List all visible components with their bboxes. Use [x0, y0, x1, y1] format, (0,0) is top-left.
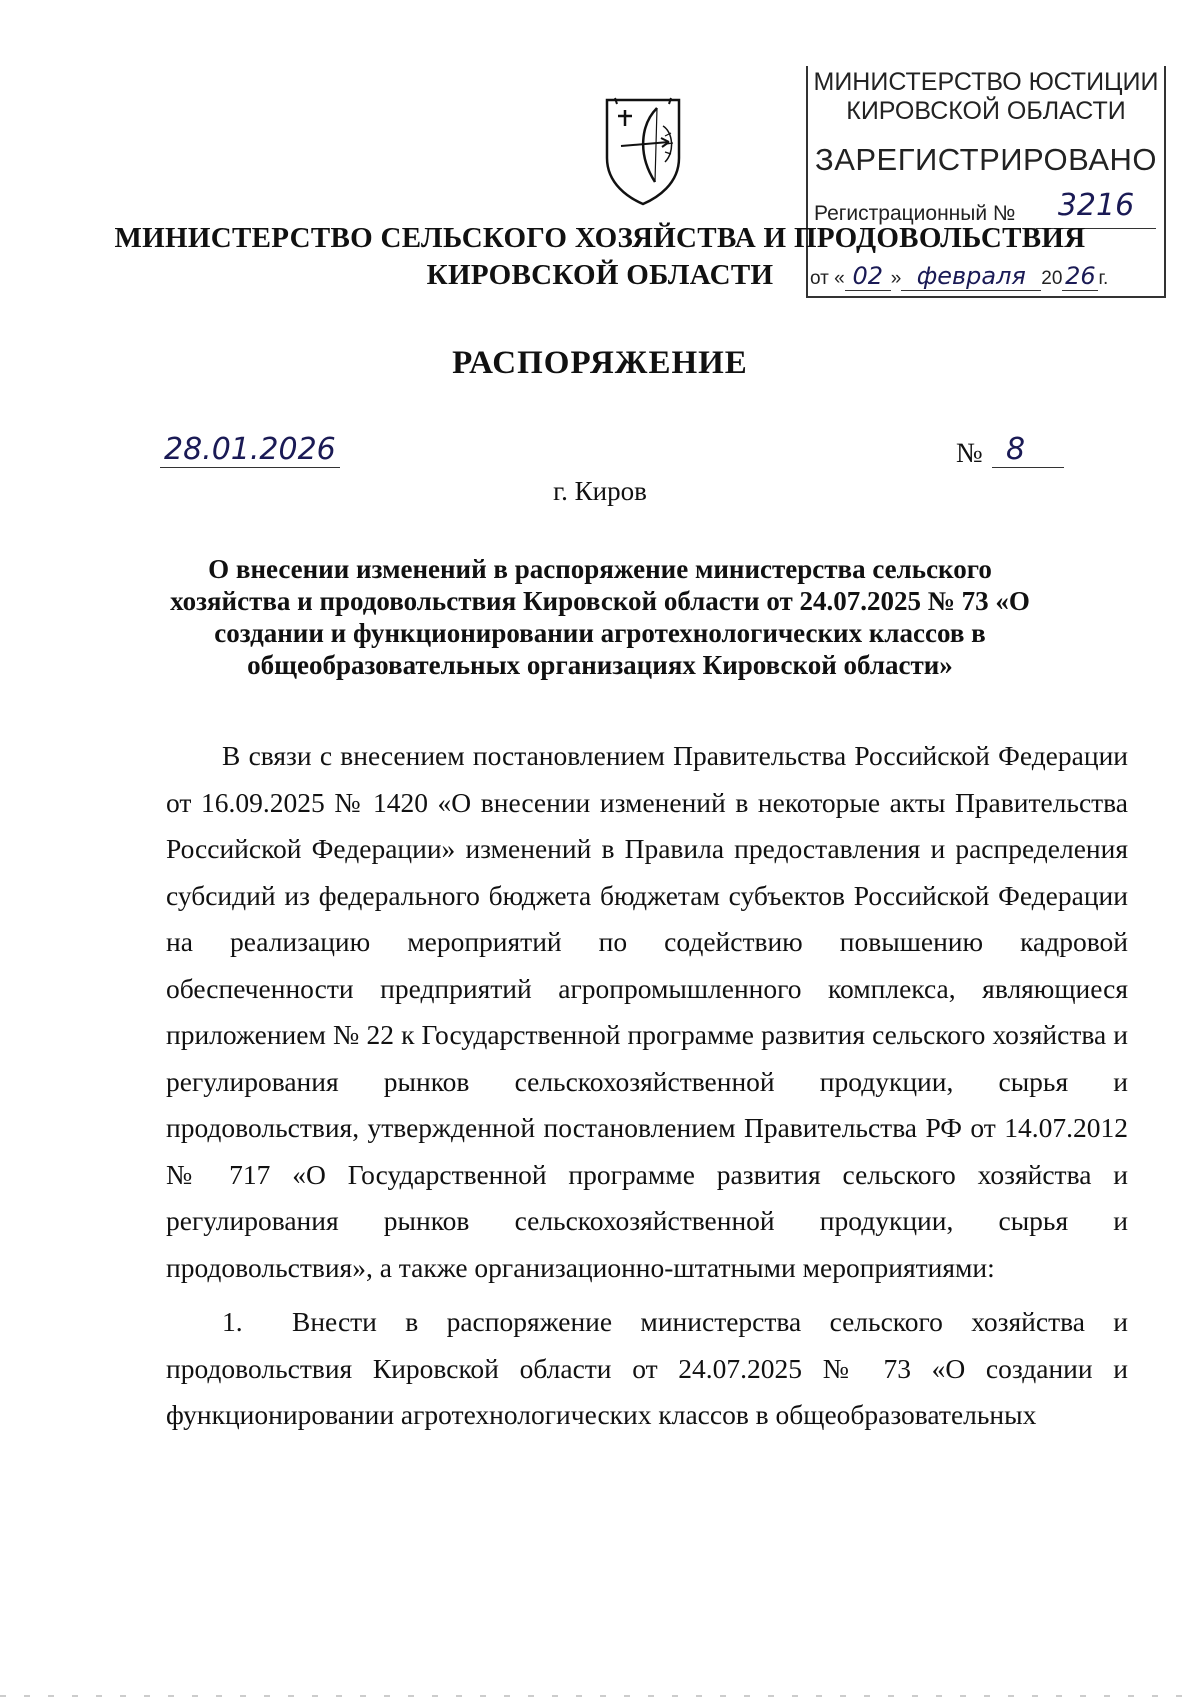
ministry-name-line1: МИНИСТЕРСТВО СЕЛЬСКОГО ХОЗЯЙСТВА И ПРОДОВОЛЬСТВИЯ — [114, 222, 1086, 254]
scan-edge-artifact — [0, 1686, 1200, 1701]
stamp-date-year-prefix: 20 — [1041, 268, 1063, 289]
stamp-region-name: КИРОВСКОЙ ОБЛАСТИ — [846, 97, 1126, 125]
document-body — [166, 733, 1128, 1439]
stamp-status: ЗАРЕГИСТРИРОВАНО — [814, 142, 1157, 177]
stamp-date-day: 02 — [845, 262, 891, 291]
stamp-date-suffix: г. — [1098, 268, 1109, 289]
document-subject: О внесении изменений в распоряжение министерства сельского хозяйства и продовольствия Кировской области от 24.07.2025 № 73 «О создании и функционировании агротехнологических классов в общеобразовательных организациях Кировской области» — [170, 554, 1030, 680]
document-date: 28.01.2026 — [160, 432, 340, 468]
document-number: 8 — [992, 432, 1064, 468]
body-paragraph-1: В связи с внесением постановлением Правительства Российской Федерации от 16.09.2025 № 1420 «О внесении изменений в некоторые акты Правительства Российской Федерации» изменений в Правила предоставления и распределения субсидий из федерального бюджета бюджетам субъектов Российской Федерации на реализацию мероприятий по содействию повышению кадровой обеспеченности предприятий агропромышленного комплекса, являющиеся приложением № 22 к Государственной программе развития сельского хозяйства и регулирования рынков сельскохозяйственной продукции, сырья и продовольствия, утвержденной постановлением Правительства РФ от 14.07.2012 № 717 «О Государственной программе развития сельского хозяйства и регулирования рынков сельскохозяйственной продукции, сырья и продовольствия», а также организационно-штатными мероприятиями: — [166, 740, 1128, 1283]
stamp-date-month: февраля — [901, 262, 1041, 291]
item-number: 1. — [222, 1306, 243, 1337]
stamp-ministry-name: МИНИСТЕРСТВО ЮСТИЦИИ — [813, 68, 1159, 96]
stamp-reg-number: 3216 — [1057, 188, 1135, 223]
ministry-name-line2: КИРОВСКОЙ ОБЛАСТИ — [426, 259, 774, 291]
stamp-date-prefix: от — [810, 268, 829, 289]
document-city: г. Киров — [553, 476, 647, 506]
body-item-1 — [166, 1299, 1128, 1439]
stamp-date-year-suffix: 26 — [1062, 262, 1098, 291]
document-type-title: РАСПОРЯЖЕНИЕ — [452, 345, 748, 381]
item-text: Внести в распоряжение министерства сельского хозяйства и продовольствия Кировской области от 24.07.2025 № 73 «О создании и функционировании агротехнологических классов в общеобразовательных — [166, 1306, 1128, 1430]
document-number-label: № — [956, 438, 983, 469]
stamp-date: от « 02 » февраля 20 26 г. — [810, 262, 1109, 290]
coat-of-arms-icon — [603, 96, 683, 206]
stamp-reg-label: Регистрационный № — [814, 202, 1016, 225]
